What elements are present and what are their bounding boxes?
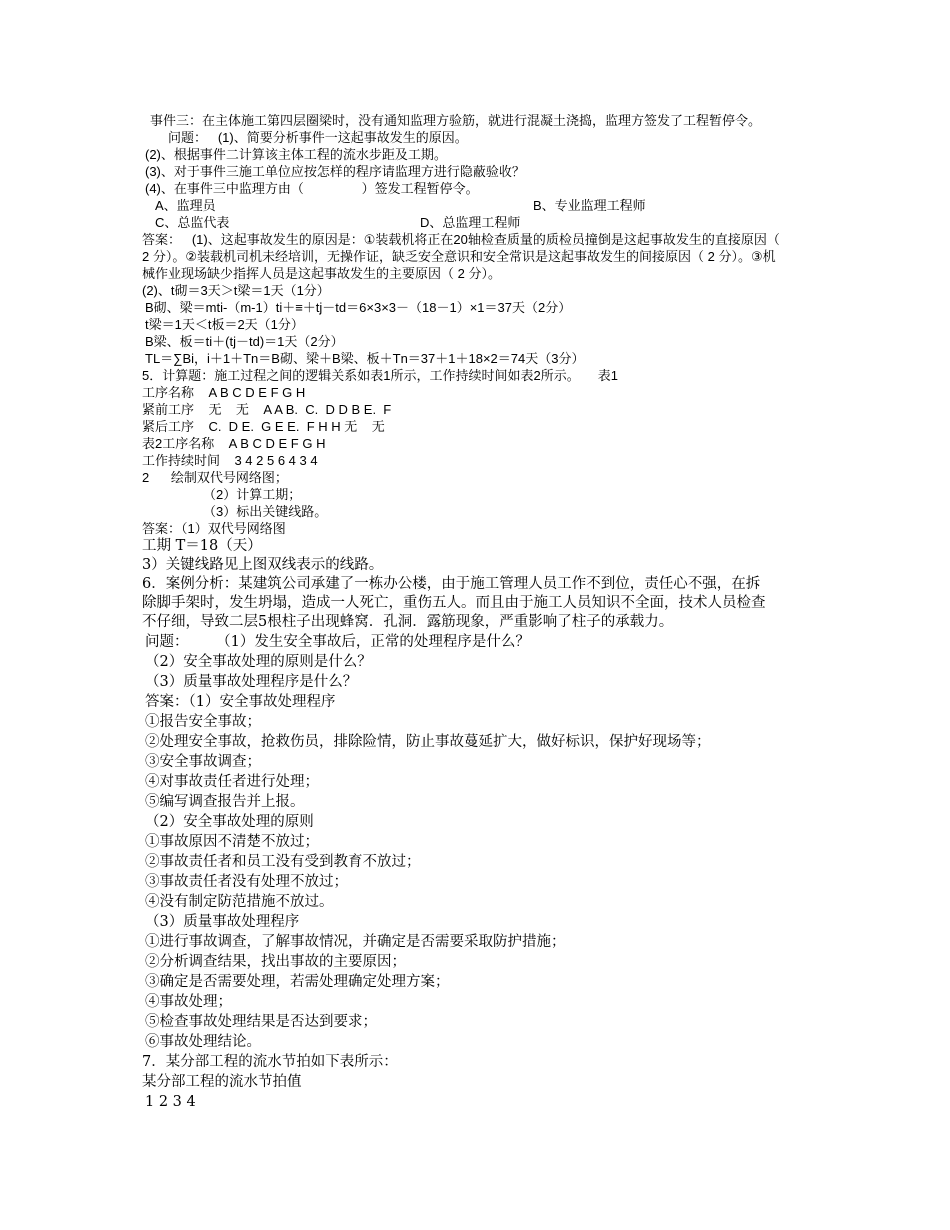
answer-2-line5: TL＝∑Bi，i＋1＋Tn＝B砌、梁＋B梁、板＋Tn＝37＋1＋18×2＝74天（3分） bbox=[145, 351, 585, 366]
answer-1-line3: 械作业现场缺少指挥人员是这起事故发生的主要原因（ 2 分）。 bbox=[142, 266, 501, 281]
question-3: (3)、对于事件三施工单位应按怎样的程序请监理方进行隐蔽验收？ bbox=[145, 164, 525, 179]
list-item: ⑤编写调查报告并上报。 bbox=[145, 794, 305, 810]
option-c: C、总监代表 bbox=[155, 215, 230, 230]
answer-2-line3: t梁＝1天＜t板＝2天（1分） bbox=[145, 317, 304, 332]
answer-1-line1: 答案： (1)、这起事故发生的原因是：①装载机将正在20轴检查质量的质检员撞倒是这起事故发生的直接原因（ bbox=[142, 232, 780, 247]
problem-6-line2: 除脚手架时，发生坍塌，造成一人死亡，重伤五人。而且由于施工人员知识不全面，技术人员检查 bbox=[142, 595, 766, 611]
table2-header-row: 表2工序名称 A B C D E F G H bbox=[142, 436, 326, 451]
list-item: ①报告安全事故； bbox=[145, 714, 261, 730]
question-intro: 问题： (1)、简要分析事件一这起事故发生的原因。 bbox=[168, 130, 468, 145]
answer-2-line1: (2)、t砌＝3天＞t梁＝1天（1分） bbox=[142, 283, 330, 298]
list-item: ①事故原因不清楚不放过； bbox=[145, 834, 319, 850]
option-d: D、总监理工程师 bbox=[420, 215, 521, 230]
answer-5-line1: 答案：（1）双代号网络图 bbox=[142, 521, 286, 536]
problem-5-title: 5．计算题：施工过程之间的逻辑关系如表1所示，工作持续时间如表2所示。 表1 bbox=[142, 368, 618, 383]
table1-predecessor-row: 紧前工序 无 无 A A B. C. D D B E. F bbox=[142, 402, 392, 417]
problem-6-question-1: 问题： （1）发生安全事故后，正常的处理程序是什么？ bbox=[145, 634, 530, 650]
list-item: ④事故处理； bbox=[145, 994, 232, 1010]
problem-7-table-caption: 某分部工程的流水节拍值 bbox=[142, 1074, 302, 1090]
event-three-text: 事件三：在主体施工第四层圈梁时，没有通知监理方验筋，就进行混凝土浇捣，监理方签发了工程暂停令。 bbox=[150, 113, 762, 128]
list-item: ⑤检查事故处理结果是否达到要求； bbox=[145, 1014, 377, 1030]
question-4: (4)、在事件三中监理方由（ ）签发工程暂停令。 bbox=[145, 181, 479, 196]
problem-6-question-3: （3）质量事故处理程序是什么？ bbox=[145, 674, 358, 690]
problem-6-question-2: （2）安全事故处理的原则是什么？ bbox=[145, 654, 372, 670]
answer-5-critical-path: 3）关键线路见上图双线表示的线路。 bbox=[142, 557, 384, 573]
problem-6-line3: 不仔细，导致二层5根柱子出现蜂窝．孔洞．露筋现象，严重影响了柱子的承载力。 bbox=[142, 614, 674, 630]
answer-2-line2: B砌、梁＝mti-（m-1）ti＋≡＋tj－td＝6×3×3－（18－1）×1＝37天（2分） bbox=[145, 300, 572, 315]
option-b: B、专业监理工程师 bbox=[533, 198, 646, 213]
table1-header-row: 工序名称 A B C D E F G H bbox=[142, 385, 306, 400]
list-item: ③事故责任者没有处理不放过； bbox=[145, 874, 348, 890]
option-a: A、监理员 bbox=[155, 198, 216, 213]
problem-7-table-header: 1 2 3 4 bbox=[145, 1094, 196, 1110]
list-item: ②事故责任者和员工没有受到教育不放过； bbox=[145, 854, 421, 870]
list-item: ②处理安全事故，抢救伤员，排除险情，防止事故蔓延扩大，做好标识，保护好现场等； bbox=[145, 734, 711, 750]
task-2: （2）计算工期； bbox=[203, 487, 302, 502]
table2-duration-row: 工作持续时间 3 4 2 5 6 4 3 4 bbox=[142, 453, 318, 468]
table1-successor-row: 紧后工序 C. D E. G E E. F H H 无 无 bbox=[142, 419, 385, 434]
answer-6-heading-2: （2）安全事故处理的原则 bbox=[145, 814, 314, 830]
answer-6-heading-3: （3）质量事故处理程序 bbox=[145, 914, 300, 930]
list-item: ③安全事故调查； bbox=[145, 754, 261, 770]
list-item: ③确定是否需要处理，若需处理确定处理方案； bbox=[145, 974, 450, 990]
task-1: 2 绘制双代号网络图； bbox=[142, 470, 288, 485]
answer-6-heading-1: 答案：（1）安全事故处理程序 bbox=[145, 694, 336, 710]
list-item: ④没有制定防范措施不放过。 bbox=[145, 894, 334, 910]
list-item: ②分析调查结果，找出事故的主要原因； bbox=[145, 954, 406, 970]
list-item: ④对事故责任者进行处理； bbox=[145, 774, 319, 790]
list-item: ⑥事故处理结论。 bbox=[145, 1034, 261, 1050]
question-2: (2)、根据事件二计算该主体工程的流水步距及工期。 bbox=[145, 147, 447, 162]
problem-6-line1: 6．案例分析：某建筑公司承建了一栋办公楼，由于施工管理人员工作不到位，责任心不强，在拆 bbox=[142, 576, 761, 592]
problem-7-title: 7．某分部工程的流水节拍如下表所示： bbox=[142, 1054, 398, 1070]
answer-5-duration: 工期 T＝18（天） bbox=[142, 538, 262, 554]
answer-2-line4: B梁、板＝ti＋(tj－td)＝1天（2分） bbox=[145, 334, 344, 349]
answer-1-line2: 2 分）。②装载机司机未经培训，无操作证，缺乏安全意识和安全常识是这起事故发生的间接原因（ 2 分）。③机 bbox=[142, 249, 776, 264]
task-3: （3）标出关键线路。 bbox=[203, 504, 328, 519]
list-item: ①进行事故调查，了解事故情况，并确定是否需要采取防护措施； bbox=[145, 934, 566, 950]
